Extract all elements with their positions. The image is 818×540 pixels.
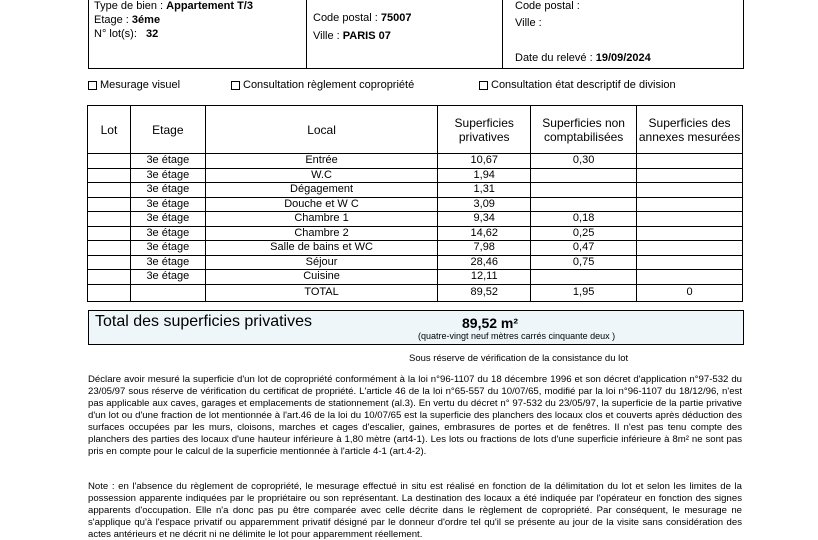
ville-label: Ville : — [313, 30, 340, 42]
cell-lot — [88, 154, 131, 169]
cell-annexe — [637, 241, 743, 256]
cell-lot — [88, 168, 131, 183]
table-header-row — [88, 106, 743, 154]
cell-etage: 3e étage — [130, 226, 205, 241]
cell-local: Séjour — [205, 255, 438, 270]
cell-non-comptabilisee — [531, 197, 637, 212]
date-line — [515, 52, 651, 64]
type-bien-value: Appartement T/3 — [166, 0, 253, 12]
cell-local: Entrée — [205, 154, 438, 169]
cell-local: Douche et W C — [205, 197, 438, 212]
cell-lot — [88, 226, 131, 241]
cell-annexe — [637, 226, 743, 241]
cell-annexe — [637, 183, 743, 198]
reserve-note: Sous réserve de vérification de la consistance du lot — [409, 353, 629, 364]
cell-lot — [88, 270, 131, 285]
cell-annexe — [637, 270, 743, 285]
checkbox-label: Mesurage visuel — [100, 79, 181, 91]
table-row — [88, 241, 743, 256]
cell-annexe — [637, 197, 743, 212]
cell-etage: 3e étage — [130, 255, 205, 270]
cell-local: Chambre 2 — [205, 226, 438, 241]
lots-line — [94, 28, 158, 40]
checkbox-label: Consultation règlement copropriété — [243, 79, 415, 91]
type-bien-line — [94, 0, 253, 12]
cell-privative: 9,34 — [438, 212, 531, 227]
note-paragraph: Note : en l'absence du règlement de copropriété, le mesurage effectué in situ est réalisé en fonction de la délimitation du lot et selon les limites de la possession apparente indiquées par le propriétaire ou son représentant. La destination des locaux a été indiquée par l'opérateur en fonction des signes apparents d'occupation. Elle n'a donc pas pu être comparée avec celle décrite dans le règlement de copropriété. Par conséquent, le mesurage ne s'applique qu'à l'espace privatif ou apparemment privatif désigné par le donneur d'ordre tel qu'il se présente au jour de la visite sans considération des actes antérieurs et ne décrit ni ne délimite le lot pour apparemment réellement. — [88, 481, 742, 540]
ville2-label: Ville : — [515, 17, 542, 29]
cell-lot — [88, 284, 131, 301]
table-row — [88, 168, 743, 183]
total-summary-label: Total des superficies privatives — [95, 313, 312, 330]
cell-etage: 3e étage — [130, 241, 205, 256]
col-header-lot: Lot — [88, 106, 131, 154]
cell-lot — [88, 183, 131, 198]
cell-annexe — [637, 168, 743, 183]
col-header-local: Local — [205, 106, 438, 154]
cell-local: Dégagement — [205, 183, 438, 198]
declaration-paragraph: Déclare avoir mesuré la superficie d'un lot de copropriété conformément à la loi n°96-1107 du 18 décembre 1996 et son décret d'application n°97-532 du 23/05/97 sous réserve de vérification du certificat de propriété. L'article 46 de la loi n°65-557 du 10/07/65, modifié par la loi n°96-1107 du 18/12/96, n'est pas applicable aux caves, garages et emplacements de stationnement (al.3). En vertu du décret n° 97-532 du 23/05/97, la superficie de la partie privative d'un lot ou d'une fraction de lot mentionnée à l'art.46 de la loi du 10/07/65 est la superficie des planchers des locaux clos et couverts après déduction des surfaces occupées par les murs, cloisons, marches et cages d'escalier, gaines, embrasures de portes et de fenêtres. Il n'est pas tenu compte des planchers des parties des locaux d'une hauteur inférieure à 1,80 mètre (art4-1). Les lots ou fractions de lots d'une superficie inférieure à 8m² ne sont pas pris en compte pour le calcul de la superficie mentionnée à l'article 4-1 (art.4-2). — [88, 374, 742, 457]
surface-table — [87, 105, 743, 302]
cell-privative: 14,62 — [438, 226, 531, 241]
cell-etage: 3e étage — [130, 197, 205, 212]
ville-line — [313, 30, 391, 42]
total-summary-words: (quatre-vingt neuf mètres carrés cinquante deux ) — [418, 331, 616, 341]
cell-annexe — [637, 255, 743, 270]
checkbox-mesurage-visuel[interactable] — [88, 79, 180, 91]
cell-privative: 1,31 — [438, 183, 531, 198]
checkbox-consultation-reglement[interactable] — [231, 79, 414, 91]
cell-privative: 10,67 — [438, 154, 531, 169]
cell-non-comptabilisee — [531, 270, 637, 285]
date-value: 19/09/2024 — [595, 52, 651, 64]
cell-privative: 7,98 — [438, 241, 531, 256]
checkbox-box[interactable] — [479, 81, 488, 90]
cell-lot — [88, 197, 131, 212]
cell-local: Cuisine — [205, 270, 438, 285]
code-postal-label: Code postal : — [313, 12, 378, 24]
cell-privative: 28,46 — [438, 255, 531, 270]
cell-etage: 3e étage — [130, 183, 205, 198]
total-summary-value: 89,52 m² — [462, 315, 519, 331]
table-row — [88, 270, 743, 285]
cell-lot — [88, 241, 131, 256]
ville-value: PARIS 07 — [342, 30, 391, 42]
table-row — [88, 212, 743, 227]
lots-value: 32 — [145, 28, 159, 40]
header-divider — [502, 0, 503, 68]
cell-etage — [130, 284, 205, 301]
type-bien-label: Type de bien : — [94, 0, 164, 12]
cell-privative: 1,94 — [438, 168, 531, 183]
etage-value: 3éme — [131, 14, 161, 26]
code-postal-line — [313, 12, 411, 24]
cell-local: W.C — [205, 168, 438, 183]
total-row — [88, 284, 743, 301]
col-header-superficies-non-comptabilisees: Superficies non comptabilisées — [531, 106, 637, 154]
table-row — [88, 255, 743, 270]
col-header-superficies-privatives: Superficies privatives — [438, 106, 531, 154]
cell-local: Salle de bains et WC — [205, 241, 438, 256]
total-non-comptabilisee: 1,95 — [531, 284, 637, 301]
col-header-etage: Etage — [130, 106, 205, 154]
total-annexe: 0 — [637, 284, 743, 301]
cell-lot — [88, 255, 131, 270]
cell-annexe — [637, 154, 743, 169]
checkbox-consultation-etat[interactable] — [479, 79, 676, 91]
cell-etage: 3e étage — [130, 270, 205, 285]
cell-lot — [88, 212, 131, 227]
cell-non-comptabilisee — [531, 183, 637, 198]
date-label: Date du relevé : — [515, 52, 593, 64]
code-postal2-label: Code postal : — [515, 0, 580, 12]
cell-local: Chambre 1 — [205, 212, 438, 227]
cell-non-comptabilisee: 0,47 — [531, 241, 637, 256]
cell-non-comptabilisee — [531, 168, 637, 183]
etage-label: Etage : — [94, 14, 129, 26]
col-header-superficies-annexes: Superficies des annexes mesurées — [637, 106, 743, 154]
table-row — [88, 183, 743, 198]
checkbox-box[interactable] — [88, 81, 97, 90]
header-divider — [306, 0, 307, 68]
cell-non-comptabilisee: 0,25 — [531, 226, 637, 241]
cell-privative: 3,09 — [438, 197, 531, 212]
cell-non-comptabilisee: 0,18 — [531, 212, 637, 227]
total-privative: 89,52 — [438, 284, 531, 301]
table-row — [88, 226, 743, 241]
code-postal-value: 75007 — [380, 12, 412, 24]
table-row — [88, 154, 743, 169]
checkbox-label: Consultation état descriptif de division — [491, 79, 676, 91]
cell-non-comptabilisee: 0,75 — [531, 255, 637, 270]
total-label: TOTAL — [205, 284, 438, 301]
cell-non-comptabilisee: 0,30 — [531, 154, 637, 169]
etage-line — [94, 14, 160, 26]
cell-privative: 12,11 — [438, 270, 531, 285]
cell-etage: 3e étage — [130, 168, 205, 183]
cell-annexe — [637, 212, 743, 227]
table-row — [88, 197, 743, 212]
lots-label: N° lot(s): — [94, 28, 137, 40]
cell-etage: 3e étage — [130, 212, 205, 227]
checkbox-box[interactable] — [231, 81, 240, 90]
cell-etage: 3e étage — [130, 154, 205, 169]
